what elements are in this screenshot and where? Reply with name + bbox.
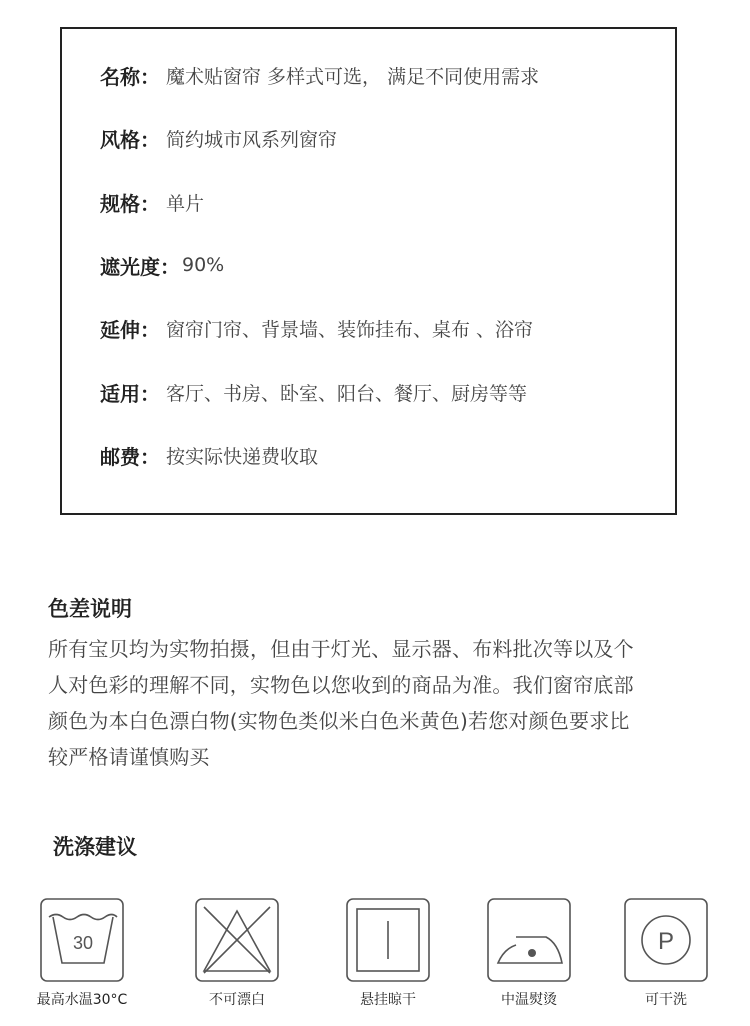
care-title: 洗涤建议: [53, 835, 137, 859]
spec-label: 延伸：: [100, 317, 160, 342]
color-note-line: 颜色为本白色漂白物(实物色类似米白色米黄色)若您对颜色要求比: [48, 709, 630, 733]
care-item-dry-clean: [611, 897, 721, 1008]
dry-clean-letter: P: [657, 928, 675, 955]
spec-label: 规格：: [100, 191, 160, 216]
care-item-no-bleach: [182, 897, 292, 1008]
color-note-line: 所有宝贝均为实物拍摄，但由于灯光、显示器、布料批次等以及个: [48, 637, 634, 661]
care-label: 中温熨烫: [501, 992, 557, 1008]
spec-value: 按实际快递费收取: [166, 445, 319, 468]
color-note-line: 较严格请谨慎购买: [48, 745, 210, 769]
care-label: 可干洗: [645, 992, 687, 1008]
care-label: 最高水温30°C: [36, 992, 128, 1008]
care-label: 悬挂晾干: [360, 992, 416, 1008]
care-item-line-dry: [333, 897, 443, 1008]
spec-value: 客厅、书房、卧室、阳台、餐厅、厨房等等: [166, 382, 528, 405]
spec-row-name: [100, 60, 539, 90]
color-note-title: 色差说明: [48, 597, 132, 621]
spec-row-blackout: [100, 250, 224, 280]
no-bleach-icon: [194, 897, 280, 983]
care-item-iron: [474, 897, 584, 1008]
care-item-wash: [27, 897, 137, 1008]
line-dry-icon: [345, 897, 431, 983]
spec-value: 魔术贴窗帘 多样式可选， 满足不同使用需求: [166, 65, 540, 88]
spec-label: 名称：: [100, 64, 160, 89]
spec-row-postage: [100, 440, 318, 470]
spec-row-size: [100, 187, 204, 217]
spec-value: 简约城市风系列窗帘: [166, 128, 338, 151]
iron-medium-icon: [486, 897, 572, 983]
spec-label: 风格：: [100, 127, 160, 152]
color-note-line: 人对色彩的理解不同，实物色以您收到的商品为准。我们窗帘底部: [48, 673, 634, 697]
spec-box: [60, 27, 677, 515]
spec-row-extension: [100, 313, 533, 343]
spec-label: 遮光度：: [100, 254, 180, 279]
spec-row-style: [100, 123, 337, 153]
wash-30-icon: [39, 897, 125, 983]
spec-label: 适用：: [100, 381, 160, 406]
spec-value: 90%: [182, 254, 225, 276]
wash-temp-text: 30: [72, 933, 94, 953]
spec-value: 单片: [166, 192, 205, 215]
spec-row-usage: [100, 377, 527, 407]
care-label: 不可漂白: [209, 992, 265, 1008]
spec-label: 邮费：: [100, 444, 160, 469]
dry-clean-icon: [623, 897, 709, 983]
spec-value: 窗帘门帘、背景墙、装饰挂布、桌布 、浴帘: [166, 318, 534, 341]
